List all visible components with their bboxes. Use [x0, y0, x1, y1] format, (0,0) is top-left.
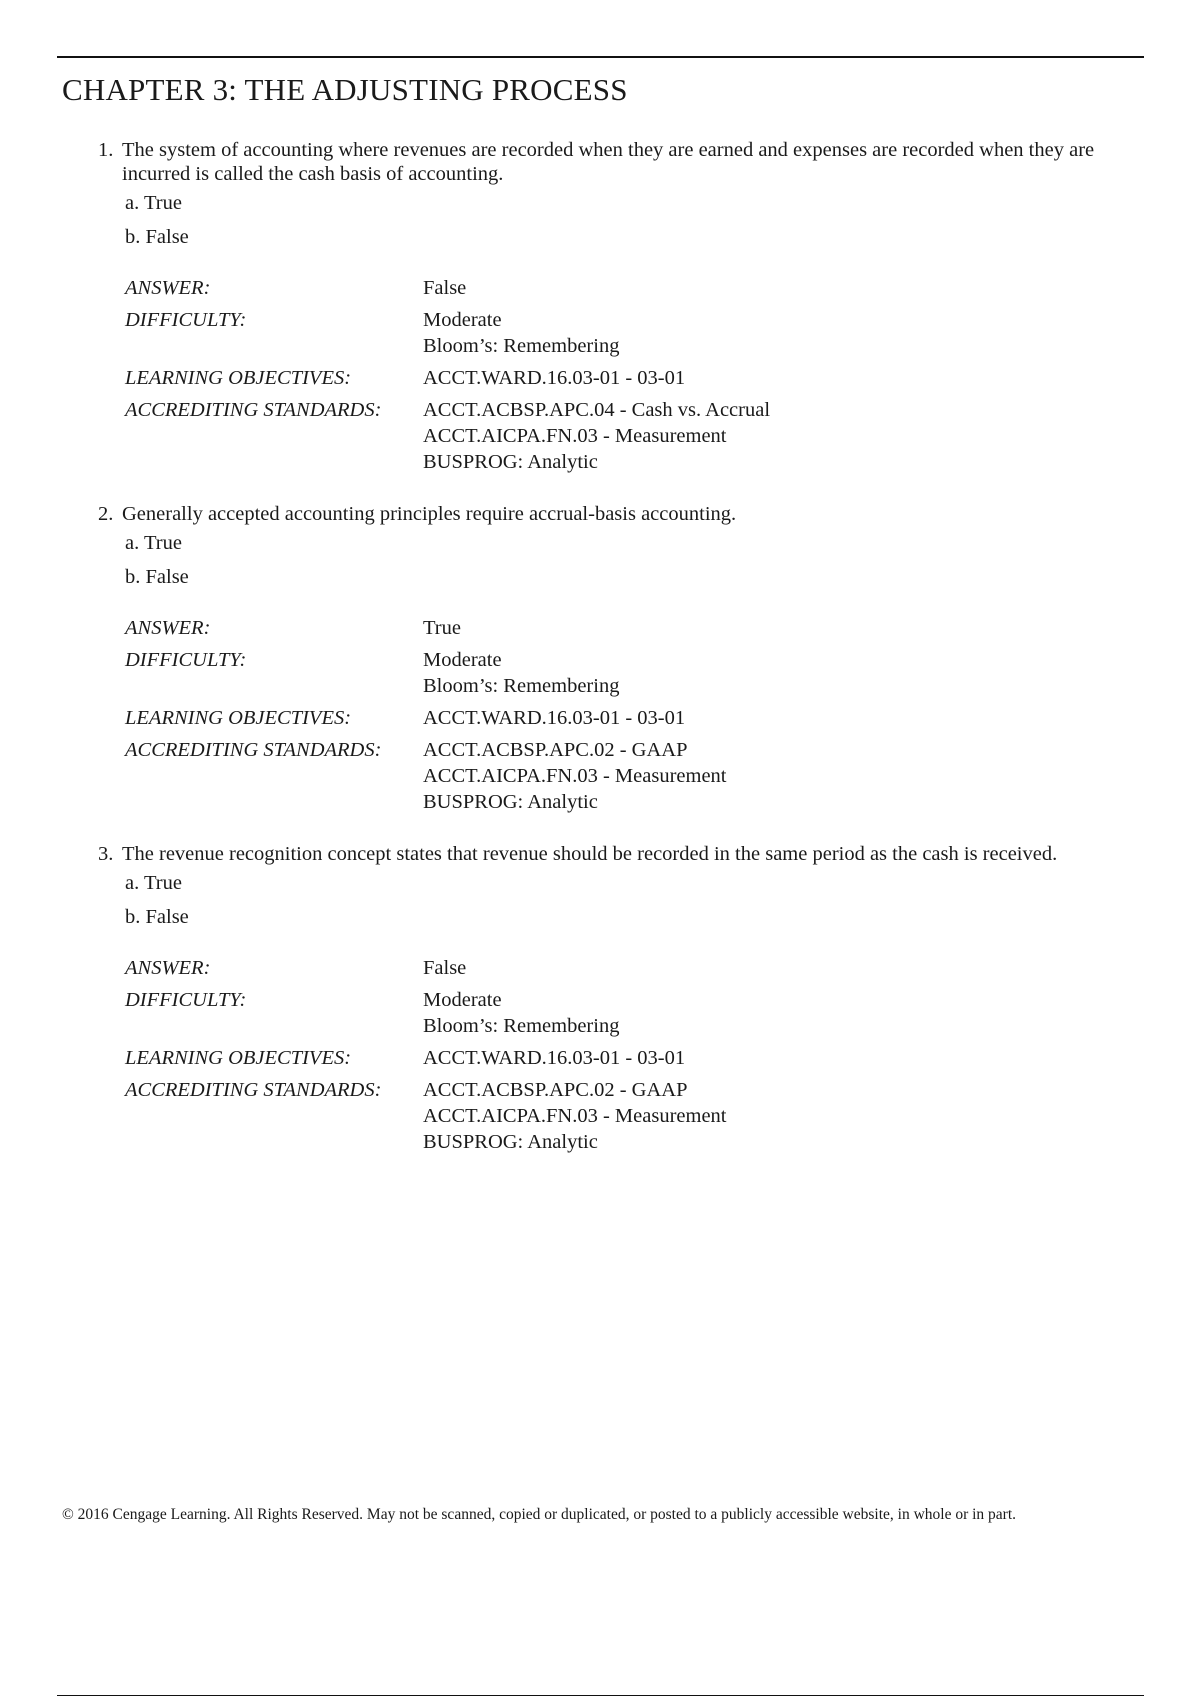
- question-stem: [98, 842, 1143, 866]
- accrediting-standard-value: ACCT.AICPA.FN.03 - Measurement: [423, 425, 727, 447]
- accrediting-standards-row: [125, 397, 1143, 475]
- difficulty-value: Moderate: [423, 309, 502, 331]
- question-text: Generally accepted accounting principles require accrual-basis accounting.: [122, 503, 737, 525]
- question-3: [98, 842, 1143, 1161]
- question-metadata: [125, 275, 1143, 475]
- accrediting-standards-label: ACCREDITING STANDARDS:: [125, 399, 382, 421]
- answer-row: [125, 615, 1143, 641]
- accrediting-standard-value: ACCT.ACBSP.APC.02 - GAAP: [423, 739, 688, 761]
- accrediting-standards-row: [125, 1077, 1143, 1155]
- question-number: 1.: [98, 139, 114, 161]
- option-false: b. False: [125, 226, 189, 248]
- option-true: a. True: [125, 532, 182, 554]
- accrediting-standards-label: ACCREDITING STANDARDS:: [125, 739, 382, 761]
- question-2: [98, 502, 1143, 821]
- difficulty-row: [125, 307, 1143, 359]
- difficulty-label: DIFFICULTY:: [125, 309, 247, 331]
- option-true: a. True: [125, 872, 182, 894]
- answer-label: ANSWER:: [125, 957, 211, 979]
- learning-objectives-value: ACCT.WARD.16.03-01 - 03-01: [423, 367, 686, 389]
- answer-value: False: [423, 277, 467, 299]
- accrediting-standard-value: ACCT.AICPA.FN.03 - Measurement: [423, 1105, 727, 1127]
- learning-objectives-label: LEARNING OBJECTIVES:: [125, 1047, 352, 1069]
- learning-objectives-row: [125, 705, 1143, 731]
- answer-value: False: [423, 957, 467, 979]
- accrediting-standard-value: ACCT.ACBSP.APC.02 - GAAP: [423, 1079, 688, 1101]
- option-true: a. True: [125, 192, 182, 214]
- difficulty-row: [125, 987, 1143, 1039]
- question-stem: [98, 138, 1143, 186]
- copyright-notice: © 2016 Cengage Learning. All Rights Reserved. May not be scanned, copied or duplicated, or posted to a publicly accessible website, in whole or in part.: [62, 1506, 1017, 1523]
- answer-options: [125, 531, 1143, 599]
- difficulty-value: Moderate: [423, 989, 502, 1011]
- accrediting-standards-row: [125, 737, 1143, 815]
- answer-row: [125, 275, 1143, 301]
- learning-objectives-label: LEARNING OBJECTIVES:: [125, 367, 352, 389]
- question-1: [98, 138, 1143, 481]
- header-rule: [57, 56, 1144, 58]
- question-metadata: [125, 615, 1143, 815]
- question-stem: [98, 502, 1143, 526]
- difficulty-label: DIFFICULTY:: [125, 649, 247, 671]
- difficulty-value: Bloom’s: Remembering: [423, 335, 620, 357]
- difficulty-value: Bloom’s: Remembering: [423, 675, 620, 697]
- difficulty-value: Bloom’s: Remembering: [423, 1015, 620, 1037]
- accrediting-standard-value: BUSPROG: Analytic: [423, 451, 598, 473]
- answer-label: ANSWER:: [125, 277, 211, 299]
- question-text: The revenue recognition concept states that revenue should be recorded in the same period as the cash is received.: [122, 843, 1058, 865]
- accrediting-standards-label: ACCREDITING STANDARDS:: [125, 1079, 382, 1101]
- learning-objectives-row: [125, 365, 1143, 391]
- question-number: 3.: [98, 843, 114, 865]
- accrediting-standard-value: ACCT.AICPA.FN.03 - Measurement: [423, 765, 727, 787]
- difficulty-row: [125, 647, 1143, 699]
- question-number: 2.: [98, 503, 114, 525]
- chapter-title: CHAPTER 3: THE ADJUSTING PROCESS: [62, 72, 628, 107]
- accrediting-standard-value: ACCT.ACBSP.APC.04 - Cash vs. Accrual: [423, 399, 771, 421]
- answer-value: True: [423, 617, 461, 639]
- question-metadata: [125, 955, 1143, 1155]
- answer-options: [125, 871, 1143, 939]
- learning-objectives-label: LEARNING OBJECTIVES:: [125, 707, 352, 729]
- learning-objectives-row: [125, 1045, 1143, 1071]
- learning-objectives-value: ACCT.WARD.16.03-01 - 03-01: [423, 1047, 686, 1069]
- learning-objectives-value: ACCT.WARD.16.03-01 - 03-01: [423, 707, 686, 729]
- question-text: The system of accounting where revenues are recorded when they are earned and expenses are recorded when they are incurred is called the cash basis of accounting.: [122, 139, 1095, 185]
- answer-row: [125, 955, 1143, 981]
- answer-label: ANSWER:: [125, 617, 211, 639]
- option-false: b. False: [125, 906, 189, 928]
- footer-rule: [57, 1695, 1144, 1696]
- difficulty-value: Moderate: [423, 649, 502, 671]
- accrediting-standard-value: BUSPROG: Analytic: [423, 791, 598, 813]
- accrediting-standard-value: BUSPROG: Analytic: [423, 1131, 598, 1153]
- difficulty-label: DIFFICULTY:: [125, 989, 247, 1011]
- answer-options: [125, 191, 1143, 259]
- option-false: b. False: [125, 566, 189, 588]
